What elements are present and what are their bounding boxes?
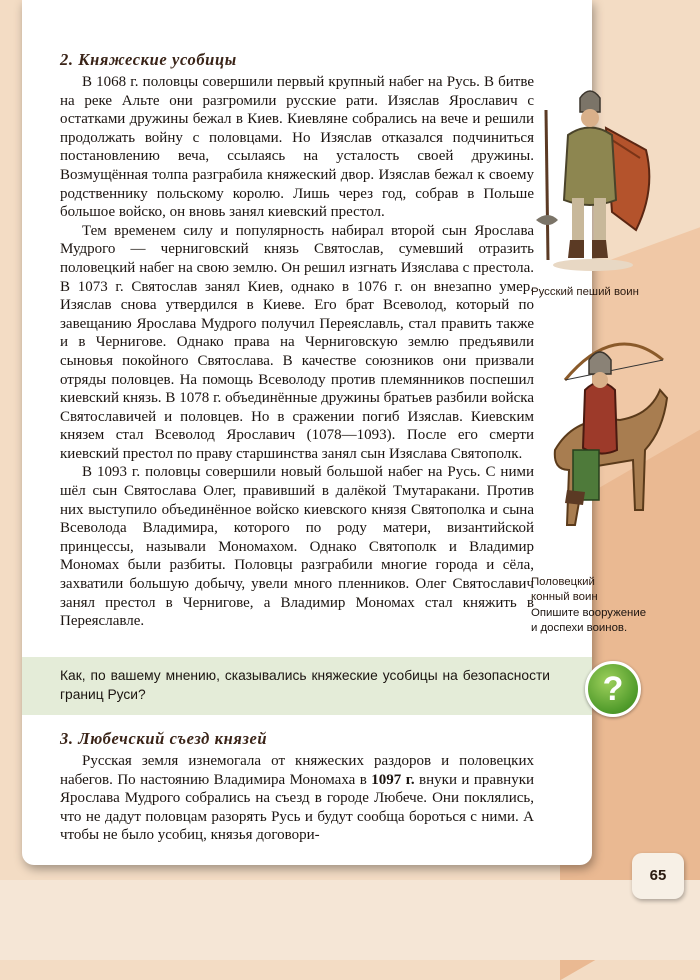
section-text-feuds [60,73,534,631]
paragraph: В 1093 г. половцы совершили новый большой набег на Русь. С ними шёл сын Святослава Олег, правивший в далёкой Тмутаракани. Против них выступило объединённое войско киевского князя Святополка и сына Всеволода Владимира, которого по роду матери, византийской принцессы, называли Мономахом. Однако Святополк и Владимир Мономах были разбиты. Половцы разграбили многие города и сёла, захватили большую добычу, увели много пленников. Олег Святославич занял престол в Чернигове, а Владимир Мономах стал княжить в Переяславле. [60,464,534,630]
foot-warrior-illustration [528,80,658,275]
background-stripe [0,880,700,960]
horse-archer-illustration [545,320,675,555]
caption-line: Половецкий [531,576,595,588]
paragraph: В 1068 г. половцы совершили первый крупный набег на Русь. В битве на реке Альте они разгромили русские рати. Изяслав Ярославич с остатками дружины бежал в Киев. Киевляне собрались на вече и решили продолжать войну с половцами. Но Изяслав отказался подчиниться постановлению веча, ссылаясь на усталость своей дружины. Возмущённая толпа разграбила княжеский двор. Изяслав бежал к своему родственнику польскому королю. Лишь через год, собрав в Польше большое войско, он вновь занял киевский престол. [60,74,534,221]
illustration-task [531,606,646,635]
question-mark-icon: ? [585,661,641,717]
bold-year: 1097 г. [371,771,415,788]
text-run: Русская земля изнемогала от княжеских раздоров и половецких набегов. По настоянию Владимира Мономаха в [60,753,534,788]
caption-line: конный воин [531,590,598,603]
caption-horse-warrior [531,575,598,604]
question-bar [22,657,592,715]
text-run: внуки и правнуки Ярослава Мудрого собрались на съезд в городе Любече. Они поклялись, что не дадут половцам разорять Русь и будут сообща бороться с ними. А чтобы не было усобиц, князья договори- [60,771,535,844]
section-text-lyubech [60,752,534,845]
paragraph: Тем временем силу и популярность набирал второй сын Ярослава Мудрого — черниговский князь Святослав, сумевший отразить половецкий набег на свою землю. Он решил изгнать Изяслава с престола. В 1073 г. Святослав занял Киев, однако в 1076 г. он внезапно умер. Изяслав снова утвердился в Киеве. Его брат Всеволод, который по завещанию Ярослава Мудрого получил Переяславль, стал править также и в Чернигове. Однако права на Черниговскую землю предъявили сыновья покойного Святослава. В качестве союзников они призвали отряды половцев. На помощь Всеволоду против племянников поспешил киевский князь. В 1078 г. объединённые дружины братьев разбили войска Святославичей и половцев. Но в сражении погиб Изяслав. Киевским князем стал Всеволод Ярославич (1078—1093). После его смерти киевский престол по праву старшинства занял сын Изяслава Святополк. [60,222,534,462]
paragraph [60,752,534,845]
caption-foot-warrior: Русский пеший воин [531,286,639,298]
task-line: Опишите вооружение [531,607,647,619]
page-number: 65 [632,853,684,899]
section-title-lyubech: 3. Любечский съезд князей [60,729,268,748]
textbook-page [22,0,592,865]
question-text: Как, по вашему мнению, сказывались княжеские усобицы на безопасности границ Руси? [60,668,550,702]
section-title-feuds: 2. Княжеские усобицы [60,50,237,69]
task-line: и доспехи воинов. [531,621,628,634]
